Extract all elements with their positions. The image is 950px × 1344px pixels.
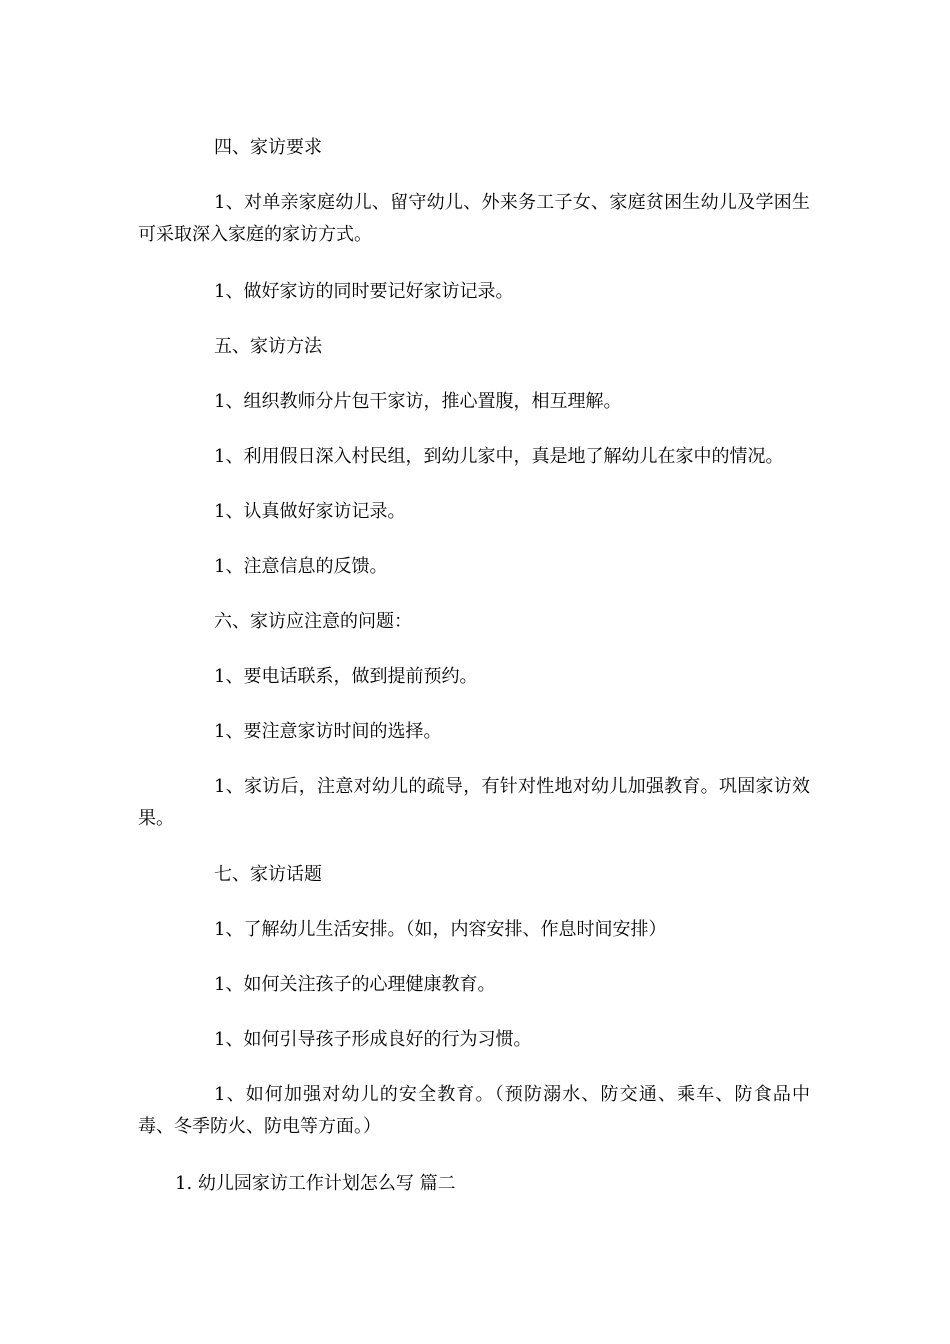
section-heading-requirements: 四、家访要求 <box>214 137 322 158</box>
paragraph: 1、利用假日深入村民组，到幼儿家中，真是地了解幼儿在家中的情况。 <box>214 446 784 467</box>
paragraph: 1、了解幼儿生活安排。（如，内容安排、作息时间安排） <box>214 919 667 940</box>
section-heading-topics: 七、家访话题 <box>214 864 322 885</box>
paragraph: 1、如何引导孩子形成良好的行为习惯。 <box>214 1029 532 1050</box>
list-heading-part-two: 1. 幼儿园家访工作计划怎么写 篇二 <box>175 1173 456 1194</box>
paragraph: 1、要电话联系，做到提前预约。 <box>214 666 478 687</box>
paragraph: 1、家访后，注意对幼儿的疏导，有针对性地对幼儿加强教育。巩固家访效果。 <box>138 776 810 829</box>
section-heading-issues: 六、家访应注意的问题： <box>214 611 412 632</box>
paragraph: 1、做好家访的同时要记好家访记录。 <box>214 281 514 302</box>
paragraph: 1、对单亲家庭幼儿、留守幼儿、外来务工子女、家庭贫困生幼儿及学困生可采取深入家庭的家访方式。 <box>138 192 810 245</box>
paragraph: 1、注意信息的反馈。 <box>214 556 388 577</box>
paragraph: 1、要注意家访时间的选择。 <box>214 721 442 742</box>
section-heading-methods: 五、家访方法 <box>214 336 322 357</box>
paragraph: 1、组织教师分片包干家访，推心置腹，相互理解。 <box>214 391 622 412</box>
paragraph: 1、如何加强对幼儿的安全教育。（预防溺水、防交通、乘车、防食品中毒、冬季防火、防电等方面。） <box>138 1084 810 1137</box>
paragraph: 1、认真做好家访记录。 <box>214 501 406 522</box>
paragraph: 1、如何关注孩子的心理健康教育。 <box>214 974 496 995</box>
